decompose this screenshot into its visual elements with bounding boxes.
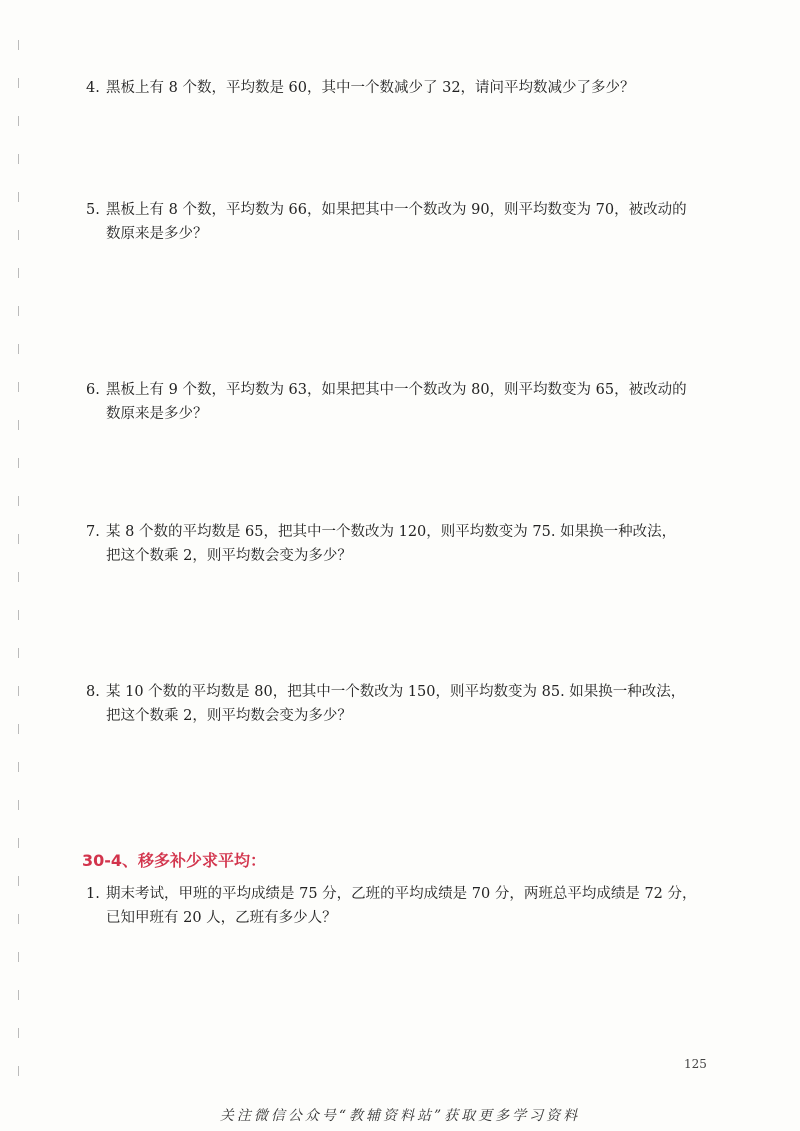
problem-number: 8.: [86, 684, 100, 700]
binding-tick: [18, 458, 19, 468]
binding-tick: [18, 724, 19, 734]
binding-tick: [18, 154, 19, 164]
binding-tick: [18, 800, 19, 810]
footer-note: 关注微信公众号“教辅资料站”获取更多学习资料: [219, 1108, 581, 1124]
binding-tick: [18, 1066, 19, 1076]
problem-text-cont: 数原来是多少？: [106, 226, 208, 242]
problem-text: 期末考试，甲班的平均成绩是 75 分，乙班的平均成绩是 70 分，两班总平均成绩是 72 分，: [106, 886, 697, 902]
problem-text: 黑板上有 9 个数，平均数为 63，如果把其中一个数改为 80，则平均数变为 65，被改动的: [106, 382, 687, 398]
binding-tick: [18, 572, 19, 582]
problem-7: [86, 520, 726, 568]
problem-text-cont: 把这个数乘 2，则平均数会变为多少？: [106, 708, 352, 724]
problem-text: 黑板上有 8 个数，平均数是 60，其中一个数减少了 32，请问平均数减少了多少？: [106, 80, 635, 96]
problem-6: [86, 378, 726, 426]
binding-margin: [14, 20, 24, 1111]
problem-text-cont: 已知甲班有 20 人，乙班有多少人？: [106, 910, 337, 926]
binding-tick: [18, 686, 19, 696]
problem-text-cont: 把这个数乘 2，则平均数会变为多少？: [106, 548, 352, 564]
binding-tick: [18, 40, 19, 50]
problem-5: [86, 198, 726, 246]
binding-tick: [18, 268, 19, 278]
binding-tick: [18, 306, 19, 316]
binding-tick: [18, 344, 19, 354]
problem-number: 5.: [86, 202, 100, 218]
binding-tick: [18, 192, 19, 202]
problem-number: 1.: [86, 886, 100, 902]
binding-tick: [18, 990, 19, 1000]
binding-tick: [18, 648, 19, 658]
binding-tick: [18, 78, 19, 88]
binding-tick: [18, 534, 19, 544]
binding-tick: [18, 762, 19, 772]
section-problem-1: [86, 882, 726, 930]
problem-number: 7.: [86, 524, 100, 540]
binding-tick: [18, 876, 19, 886]
binding-tick: [18, 382, 19, 392]
problem-number: 6.: [86, 382, 100, 398]
problem-text: 黑板上有 8 个数，平均数为 66，如果把其中一个数改为 90，则平均数变为 70，被改动的: [106, 202, 687, 218]
problem-8: [86, 680, 726, 728]
binding-tick: [18, 420, 19, 430]
binding-tick: [18, 1028, 19, 1038]
problem-number: 4.: [86, 80, 100, 96]
section-heading: 30-4、移多补少求平均：: [82, 851, 267, 870]
binding-tick: [18, 610, 19, 620]
binding-tick: [18, 914, 19, 924]
binding-tick: [18, 230, 19, 240]
binding-tick: [18, 116, 19, 126]
problem-4: [86, 76, 726, 100]
problem-text: 某 10 个数的平均数是 80，把其中一个数改为 150，则平均数变为 85. 如果换一种改法，: [106, 684, 686, 700]
binding-tick: [18, 496, 19, 506]
binding-tick: [18, 952, 19, 962]
problem-text: 某 8 个数的平均数是 65，把其中一个数改为 120，则平均数变为 75. 如果换一种改法，: [106, 524, 677, 540]
binding-tick: [18, 838, 19, 848]
problem-text-cont: 数原来是多少？: [106, 406, 208, 422]
page-number: 125: [684, 1057, 707, 1071]
